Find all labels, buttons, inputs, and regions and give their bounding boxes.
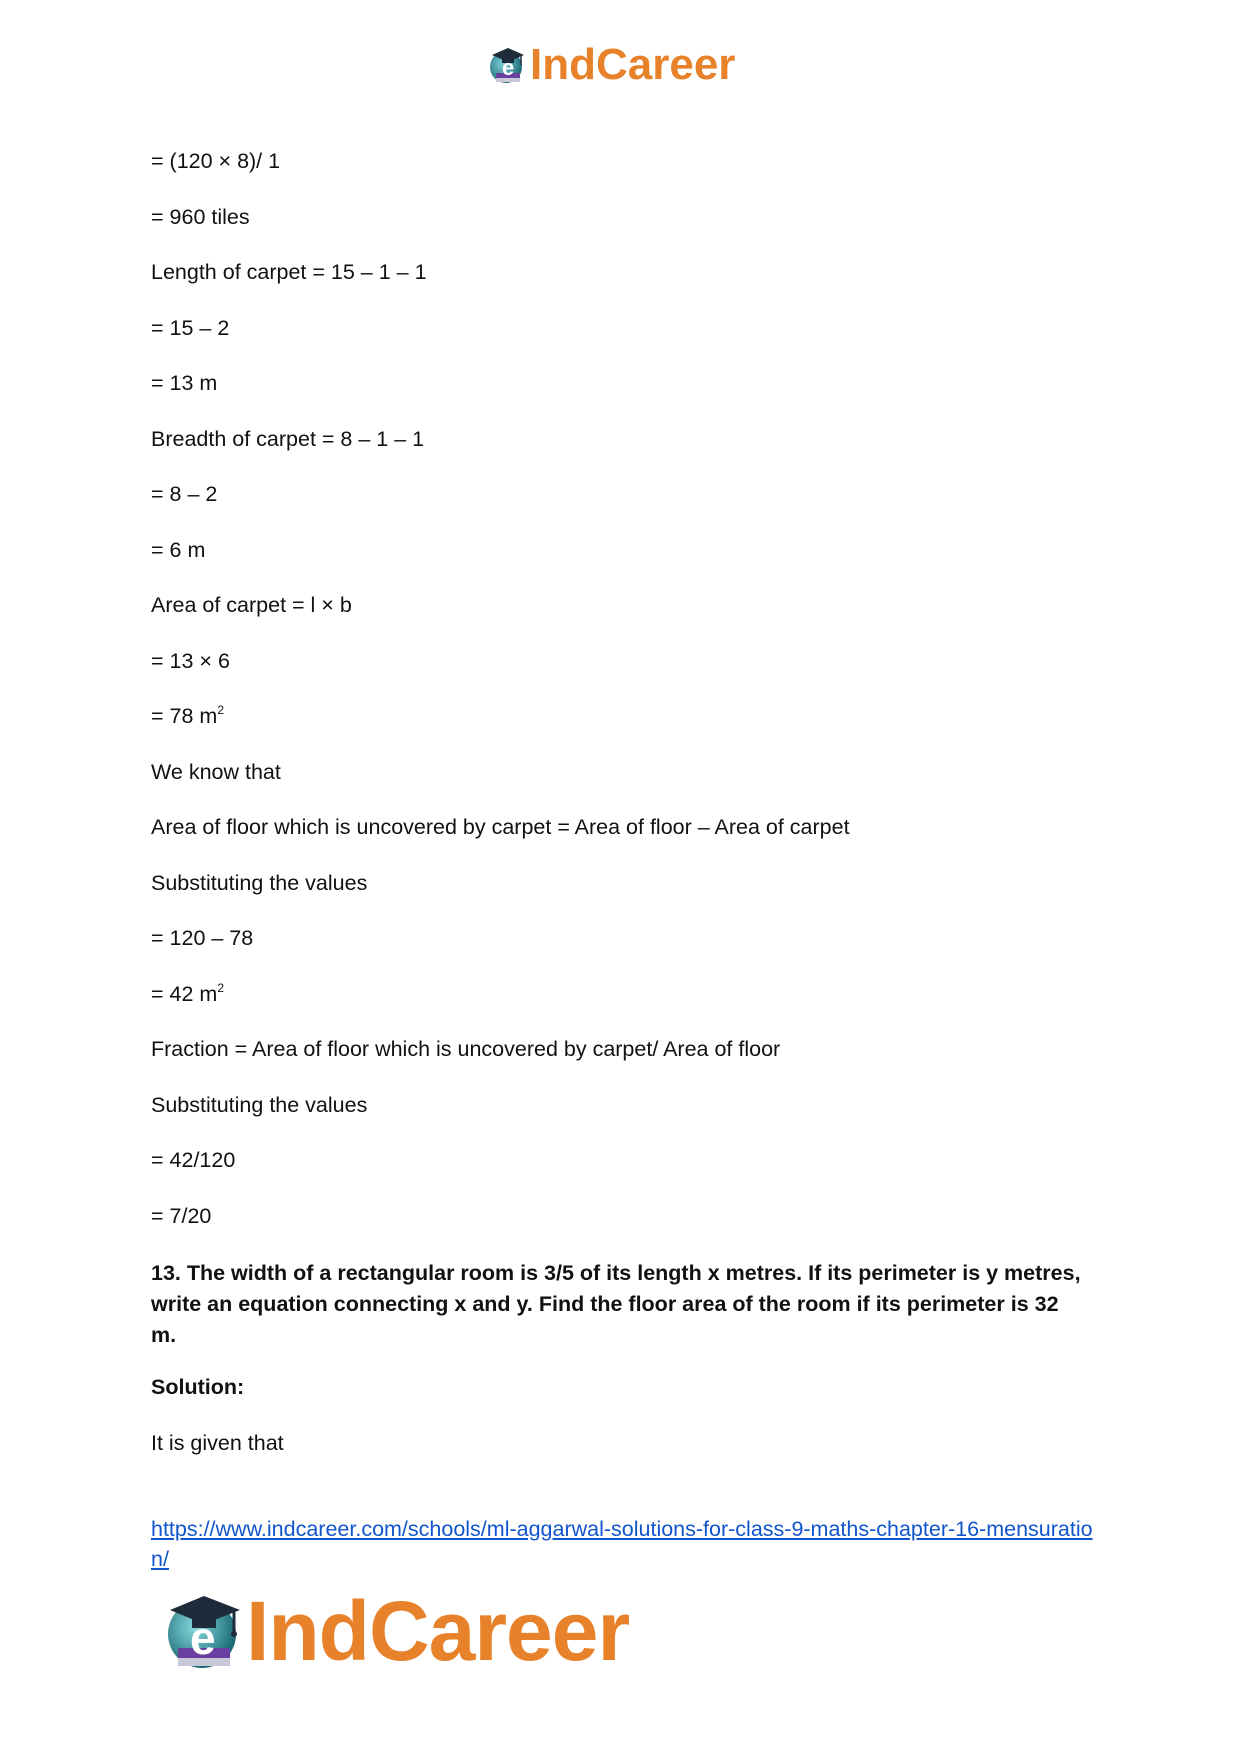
- question-13: 13. The width of a rectangular room is 3/5 of its length x metres. If its perimeter is y metres, write an equation connecting x and y. Find the floor area of the room if its perimeter is 32 m.: [151, 1261, 1081, 1347]
- solution-line: Length of carpet = 15 – 1 – 1: [151, 260, 427, 284]
- solution-line: = 7/20: [151, 1203, 212, 1228]
- document-body: [151, 148, 1091, 1485]
- solution-line: Substituting the values: [151, 1092, 368, 1117]
- solution-line: = 78 $m^2$: [151, 703, 225, 728]
- solution-line: We know that: [151, 759, 281, 784]
- svg-text:e: e: [190, 1612, 216, 1664]
- solution-line: = 42/120: [151, 1148, 236, 1172]
- solution-line: Area of carpet = l × b: [151, 593, 352, 617]
- solution-line: Substituting the values: [151, 870, 368, 895]
- given-line: It is given that: [151, 1430, 284, 1455]
- graduation-cap-globe-icon: [488, 43, 528, 87]
- source-link[interactable]: https://www.indcareer.com/schools/ml-aggarwal-solutions-for-class-9-maths-chapter-16-mensuration/: [151, 1517, 1093, 1571]
- solution-line: = (120 × 8)/ 1: [151, 149, 281, 173]
- solution-line: = 13 × 6: [151, 648, 230, 673]
- solution-line: = 13 m: [151, 371, 218, 395]
- solution-line: = 6 m: [151, 537, 206, 562]
- svg-text:e: e: [502, 55, 515, 80]
- header-logo-text: IndCareer: [530, 40, 736, 89]
- header-logo: [488, 40, 735, 90]
- solution-line: = 15 – 2: [151, 315, 230, 340]
- solution-line: Area of floor which is uncovered by carpet = Area of floor – Area of carpet: [151, 815, 850, 839]
- solution-line: = 120 – 78: [151, 926, 254, 950]
- footer-logo-text: IndCareer: [246, 1584, 630, 1678]
- solution-line: Breadth of carpet = 8 – 1 – 1: [151, 426, 425, 451]
- solution-heading: Solution:: [151, 1375, 245, 1399]
- graduation-cap-globe-icon: [162, 1588, 246, 1674]
- solution-line: Fraction = Area of floor which is uncovered by carpet/ Area of floor: [151, 1037, 781, 1061]
- solution-line: = 8 – 2: [151, 482, 218, 506]
- solution-line: = 42 $m^2$: [151, 980, 225, 1006]
- footer-logo: [162, 1586, 629, 1676]
- solution-line: = 960 tiles: [151, 204, 250, 229]
